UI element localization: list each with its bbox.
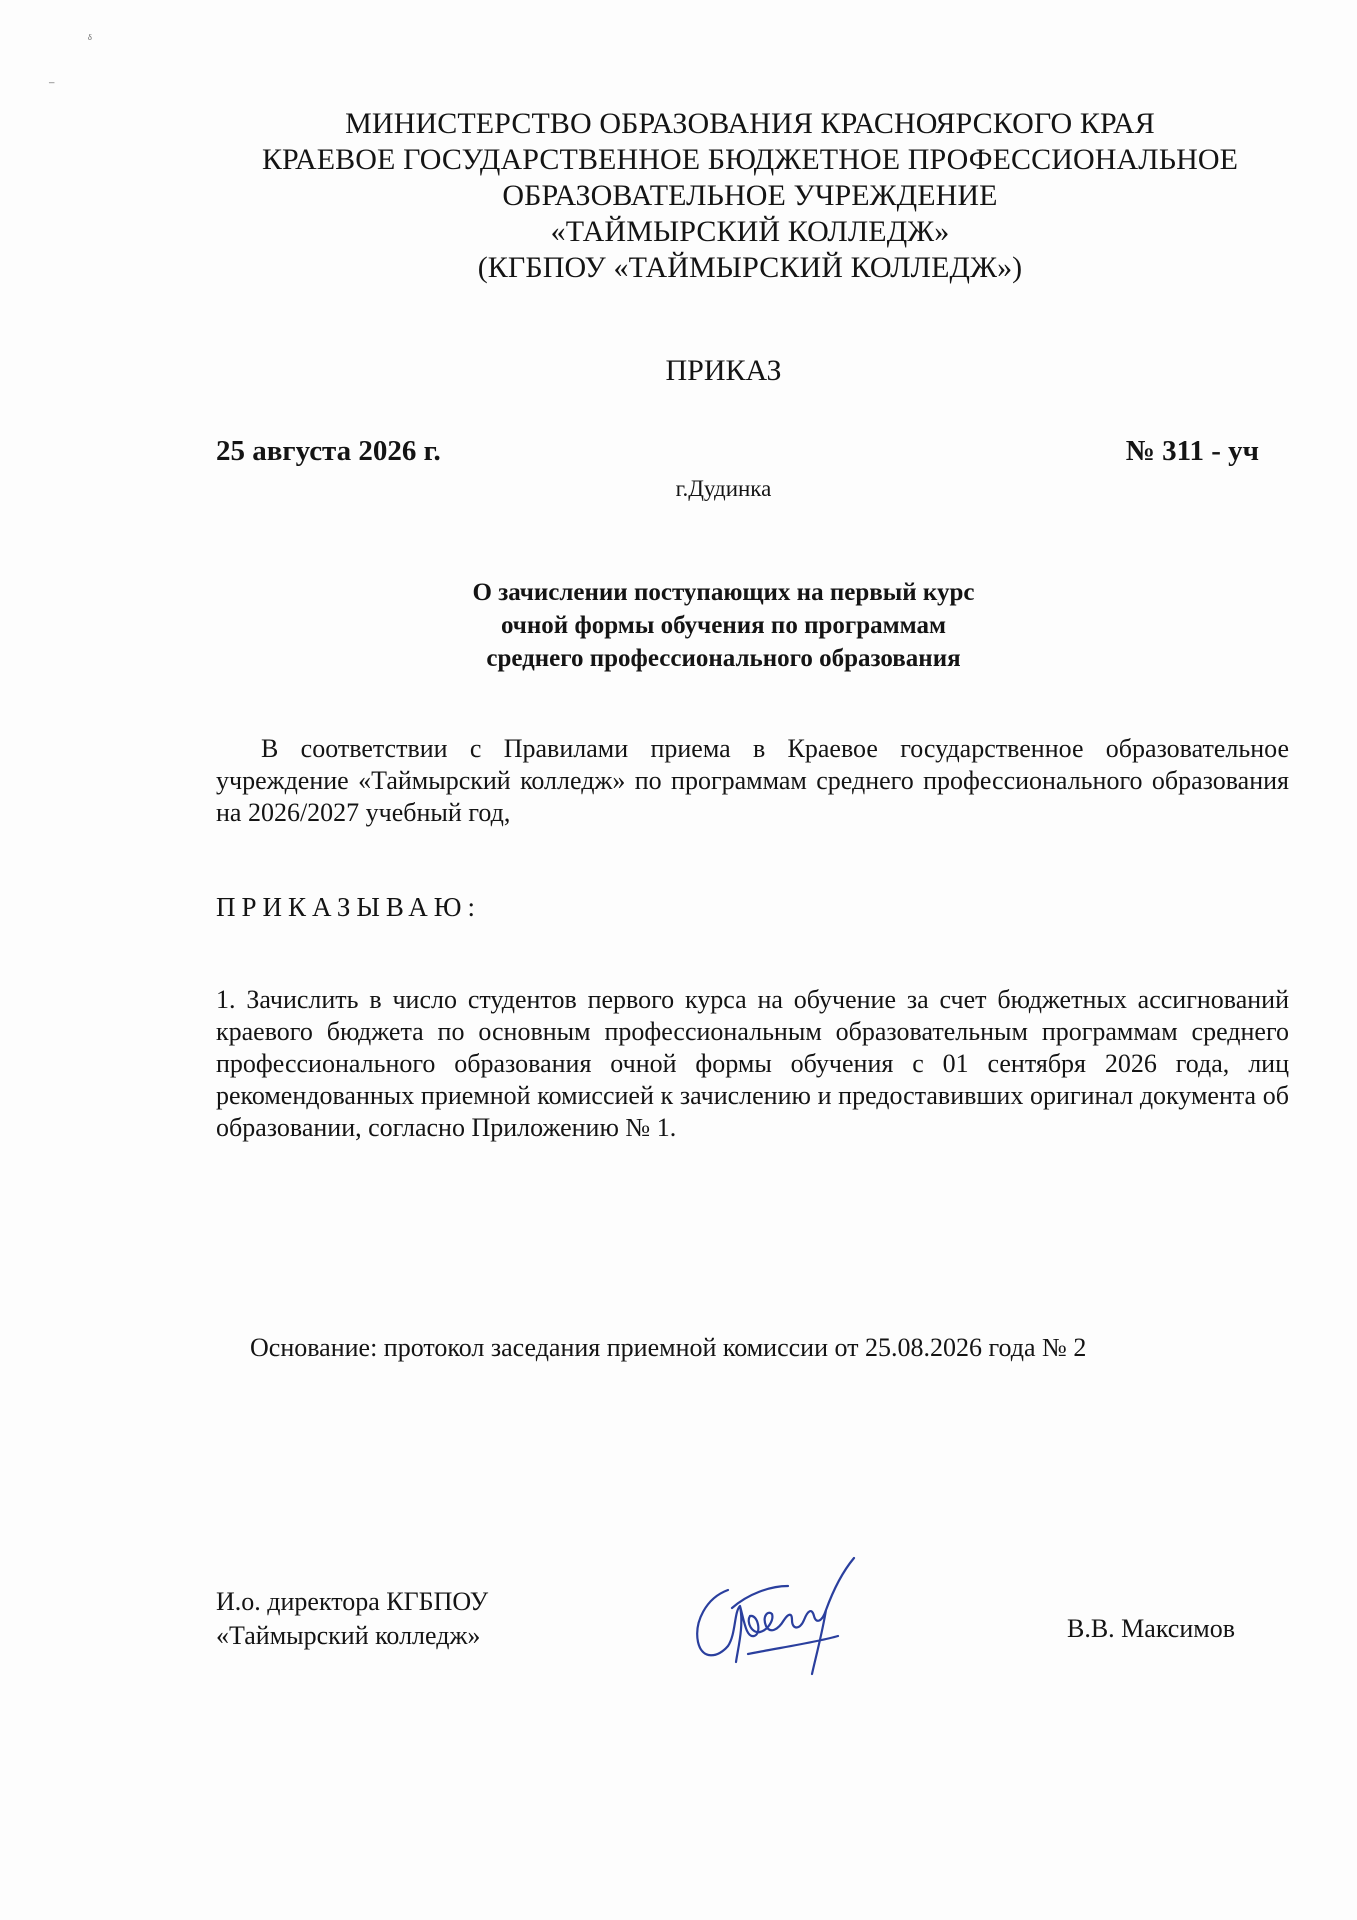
order-basis: Основание: протокол заседания приемной комиссии от 25.08.2026 года № 2 bbox=[250, 1333, 1087, 1362]
signer-position-line: «Таймырский колледж» bbox=[216, 1621, 481, 1650]
subject-line: О зачислении поступающих на первый курс bbox=[472, 579, 975, 606]
scan-speck: ᵟ bbox=[88, 33, 92, 48]
order-city: г.Дудинка bbox=[675, 476, 772, 501]
header-institution-abbr: (КГБПОУ «ТАЙМЫРСКИЙ КОЛЛЕДЖ») bbox=[477, 251, 1023, 284]
handwritten-signature bbox=[688, 1550, 888, 1680]
header-institution-kind: ОБРАЗОВАТЕЛЬНОЕ УЧРЕЖДЕНИЕ bbox=[502, 179, 998, 212]
header-institution-name: «ТАЙМЫРСКИЙ КОЛЛЕДЖ» bbox=[550, 215, 950, 248]
organization-header bbox=[150, 106, 1350, 286]
signer-position bbox=[216, 1585, 488, 1653]
signer-name: В.В. Максимов bbox=[1066, 1614, 1235, 1643]
scan-speck: ⁻ bbox=[48, 79, 56, 94]
order-date: 25 августа 2026 г. bbox=[216, 435, 441, 467]
order-directive: ПРИКАЗЫВАЮ: bbox=[216, 892, 481, 922]
header-ministry: МИНИСТЕРСТВО ОБРАЗОВАНИЯ КРАСНОЯРСКОГО КРАЯ bbox=[345, 107, 1155, 140]
order-number: № 311 - уч bbox=[1125, 435, 1259, 467]
document-type: ПРИКАЗ bbox=[665, 354, 782, 387]
order-subject bbox=[0, 576, 1357, 675]
order-item-1: 1. Зачислить в число студентов первого курса на обучение за счет бюджетных ассигнований краевого бюджета по основным профессиональным образовательным программам среднего профессионального образования очной формы обучения с 01 сентября 2026 года, лиц рекомендованных приемной комиссией к зачислению и предоставивших оригинал документа об образовании, согласно Приложению № 1. bbox=[216, 985, 1289, 1142]
preamble-paragraph: В соответствии с Правилами приема в Краевое государственное образовательное учреждение «Таймырский колледж» по программам среднего профессионального образования на 2026/2027 учебный год, bbox=[216, 734, 1289, 827]
signer-position-line: И.о. директора КГБПОУ bbox=[216, 1587, 489, 1616]
subject-line: очной формы обучения по программам bbox=[500, 612, 947, 639]
header-institution-type: КРАЕВОЕ ГОСУДАРСТВЕННОЕ БЮДЖЕТНОЕ ПРОФЕССИОНАЛЬНОЕ bbox=[261, 143, 1239, 176]
subject-line: среднего профессионального образования bbox=[486, 645, 961, 672]
